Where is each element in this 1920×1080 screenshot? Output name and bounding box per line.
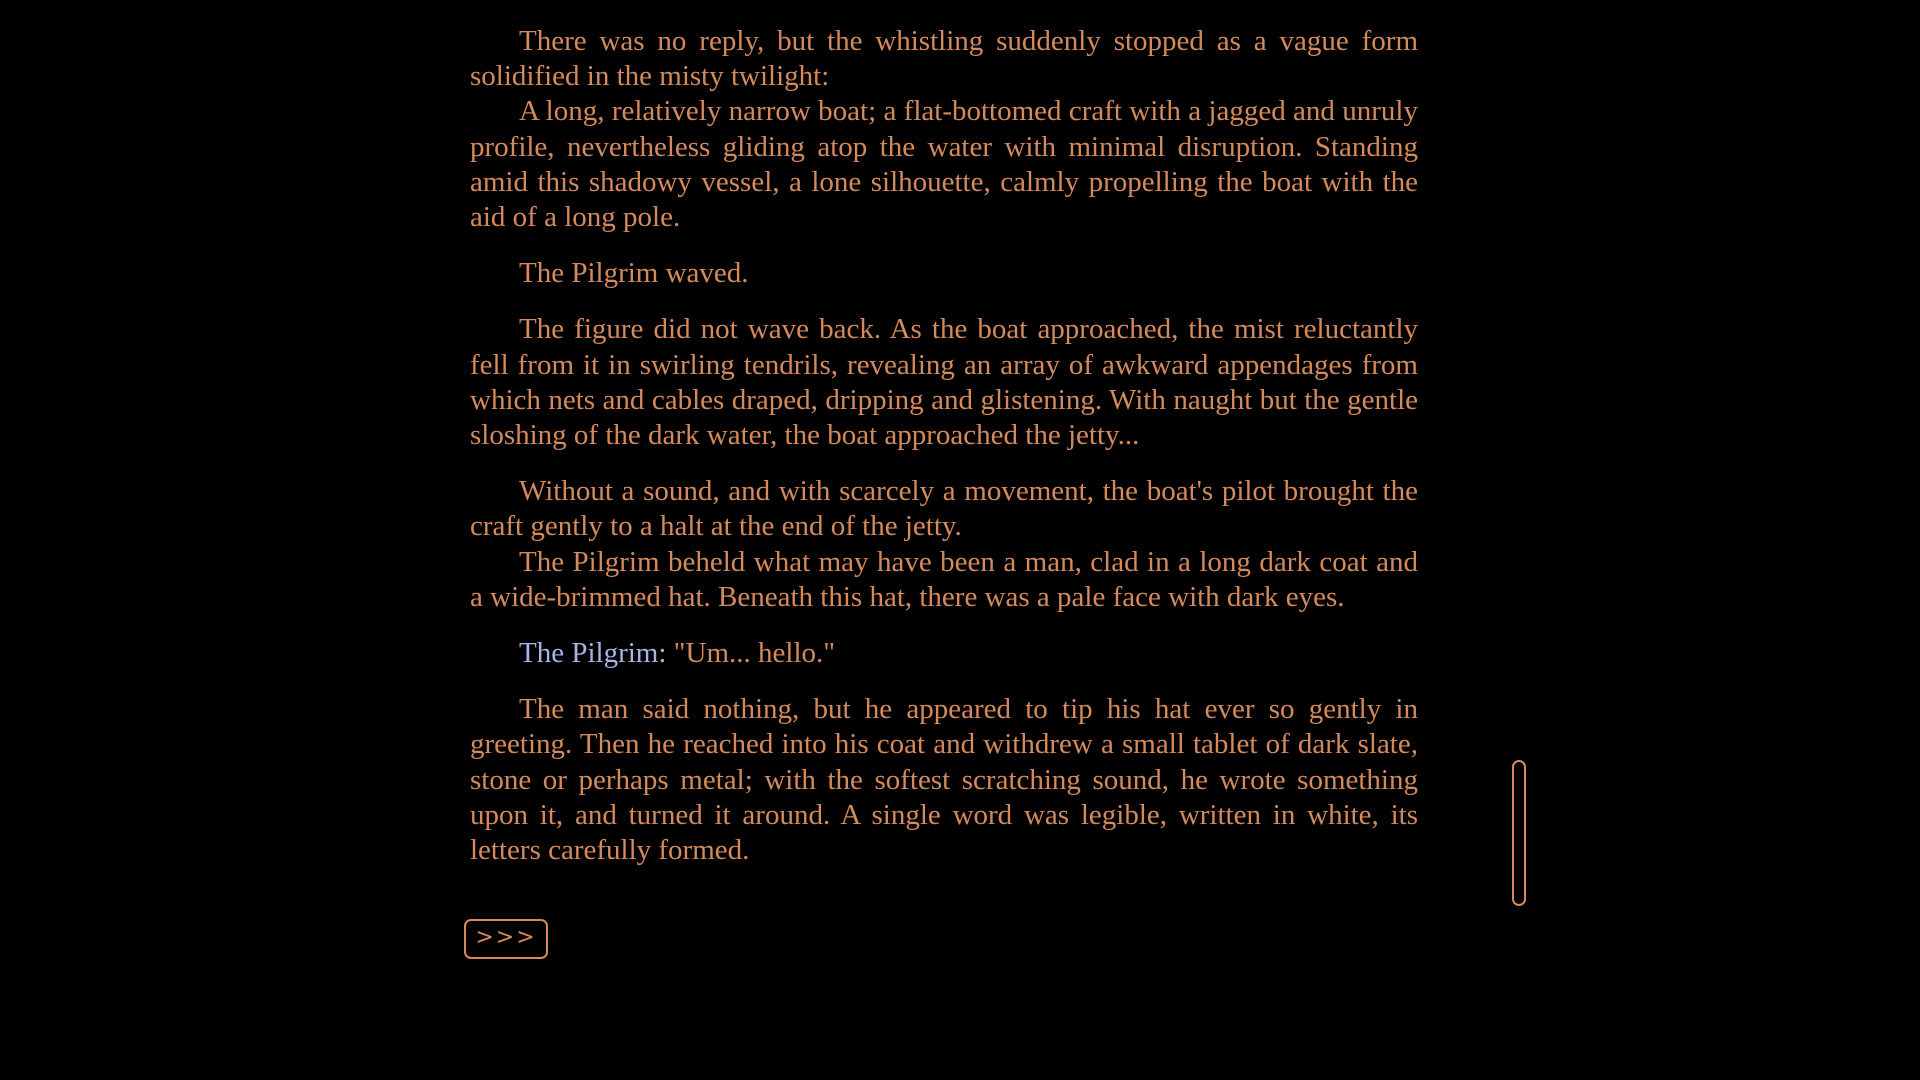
- continue-button[interactable]: >>>: [464, 919, 548, 959]
- story-paragraph: Without a sound, and with scarcely a movement, the boat's pilot brought the craft gently to a halt at the end of the jetty.: [470, 475, 1418, 543]
- dialogue-line: [470, 636, 1418, 671]
- story-paragraph: There was no reply, but the whistling suddenly stopped as a vague form solidified in the misty twilight:: [470, 25, 1418, 93]
- scrollbar-thumb[interactable]: [1512, 760, 1526, 906]
- speaker-name: The Pilgrim:: [519, 637, 667, 670]
- scrollbar[interactable]: [1512, 760, 1526, 906]
- dialogue-text: "Um... hello.": [666, 637, 836, 670]
- story-paragraph: The Pilgrim waved.: [519, 257, 749, 290]
- story-paragraph: The man said nothing, but he appeared to tip his hat ever so gently in greeting. Then he reached into his coat and withdrew a small tablet of dark slate, stone or perhaps metal; with the softest scratching sound, he wrote something upon it, and turned it around. A single word was legible, written in white, its letters carefully formed.: [470, 693, 1418, 867]
- story-text-panel: [470, 24, 1418, 868]
- story-paragraph: The figure did not wave back. As the boat approached, the mist reluctantly fell from it in swirling tendrils, revealing an array of awkward appendages from which nets and cables draped, dripping and glistening. With naught but the gentle sloshing of the dark water, the boat approached the jetty...: [470, 313, 1418, 452]
- story-paragraph: A long, relatively narrow boat; a flat-bottomed craft with a jagged and unruly profile, nevertheless gliding atop the water with minimal disruption. Standing amid this shadowy vessel, a lone silhouette, calmly propelling the boat with the aid of a long pole.: [470, 95, 1418, 234]
- story-paragraph: The Pilgrim beheld what may have been a man, clad in a long dark coat and a wide-brimmed hat. Beneath this hat, there was a pale face with dark eyes.: [470, 545, 1418, 613]
